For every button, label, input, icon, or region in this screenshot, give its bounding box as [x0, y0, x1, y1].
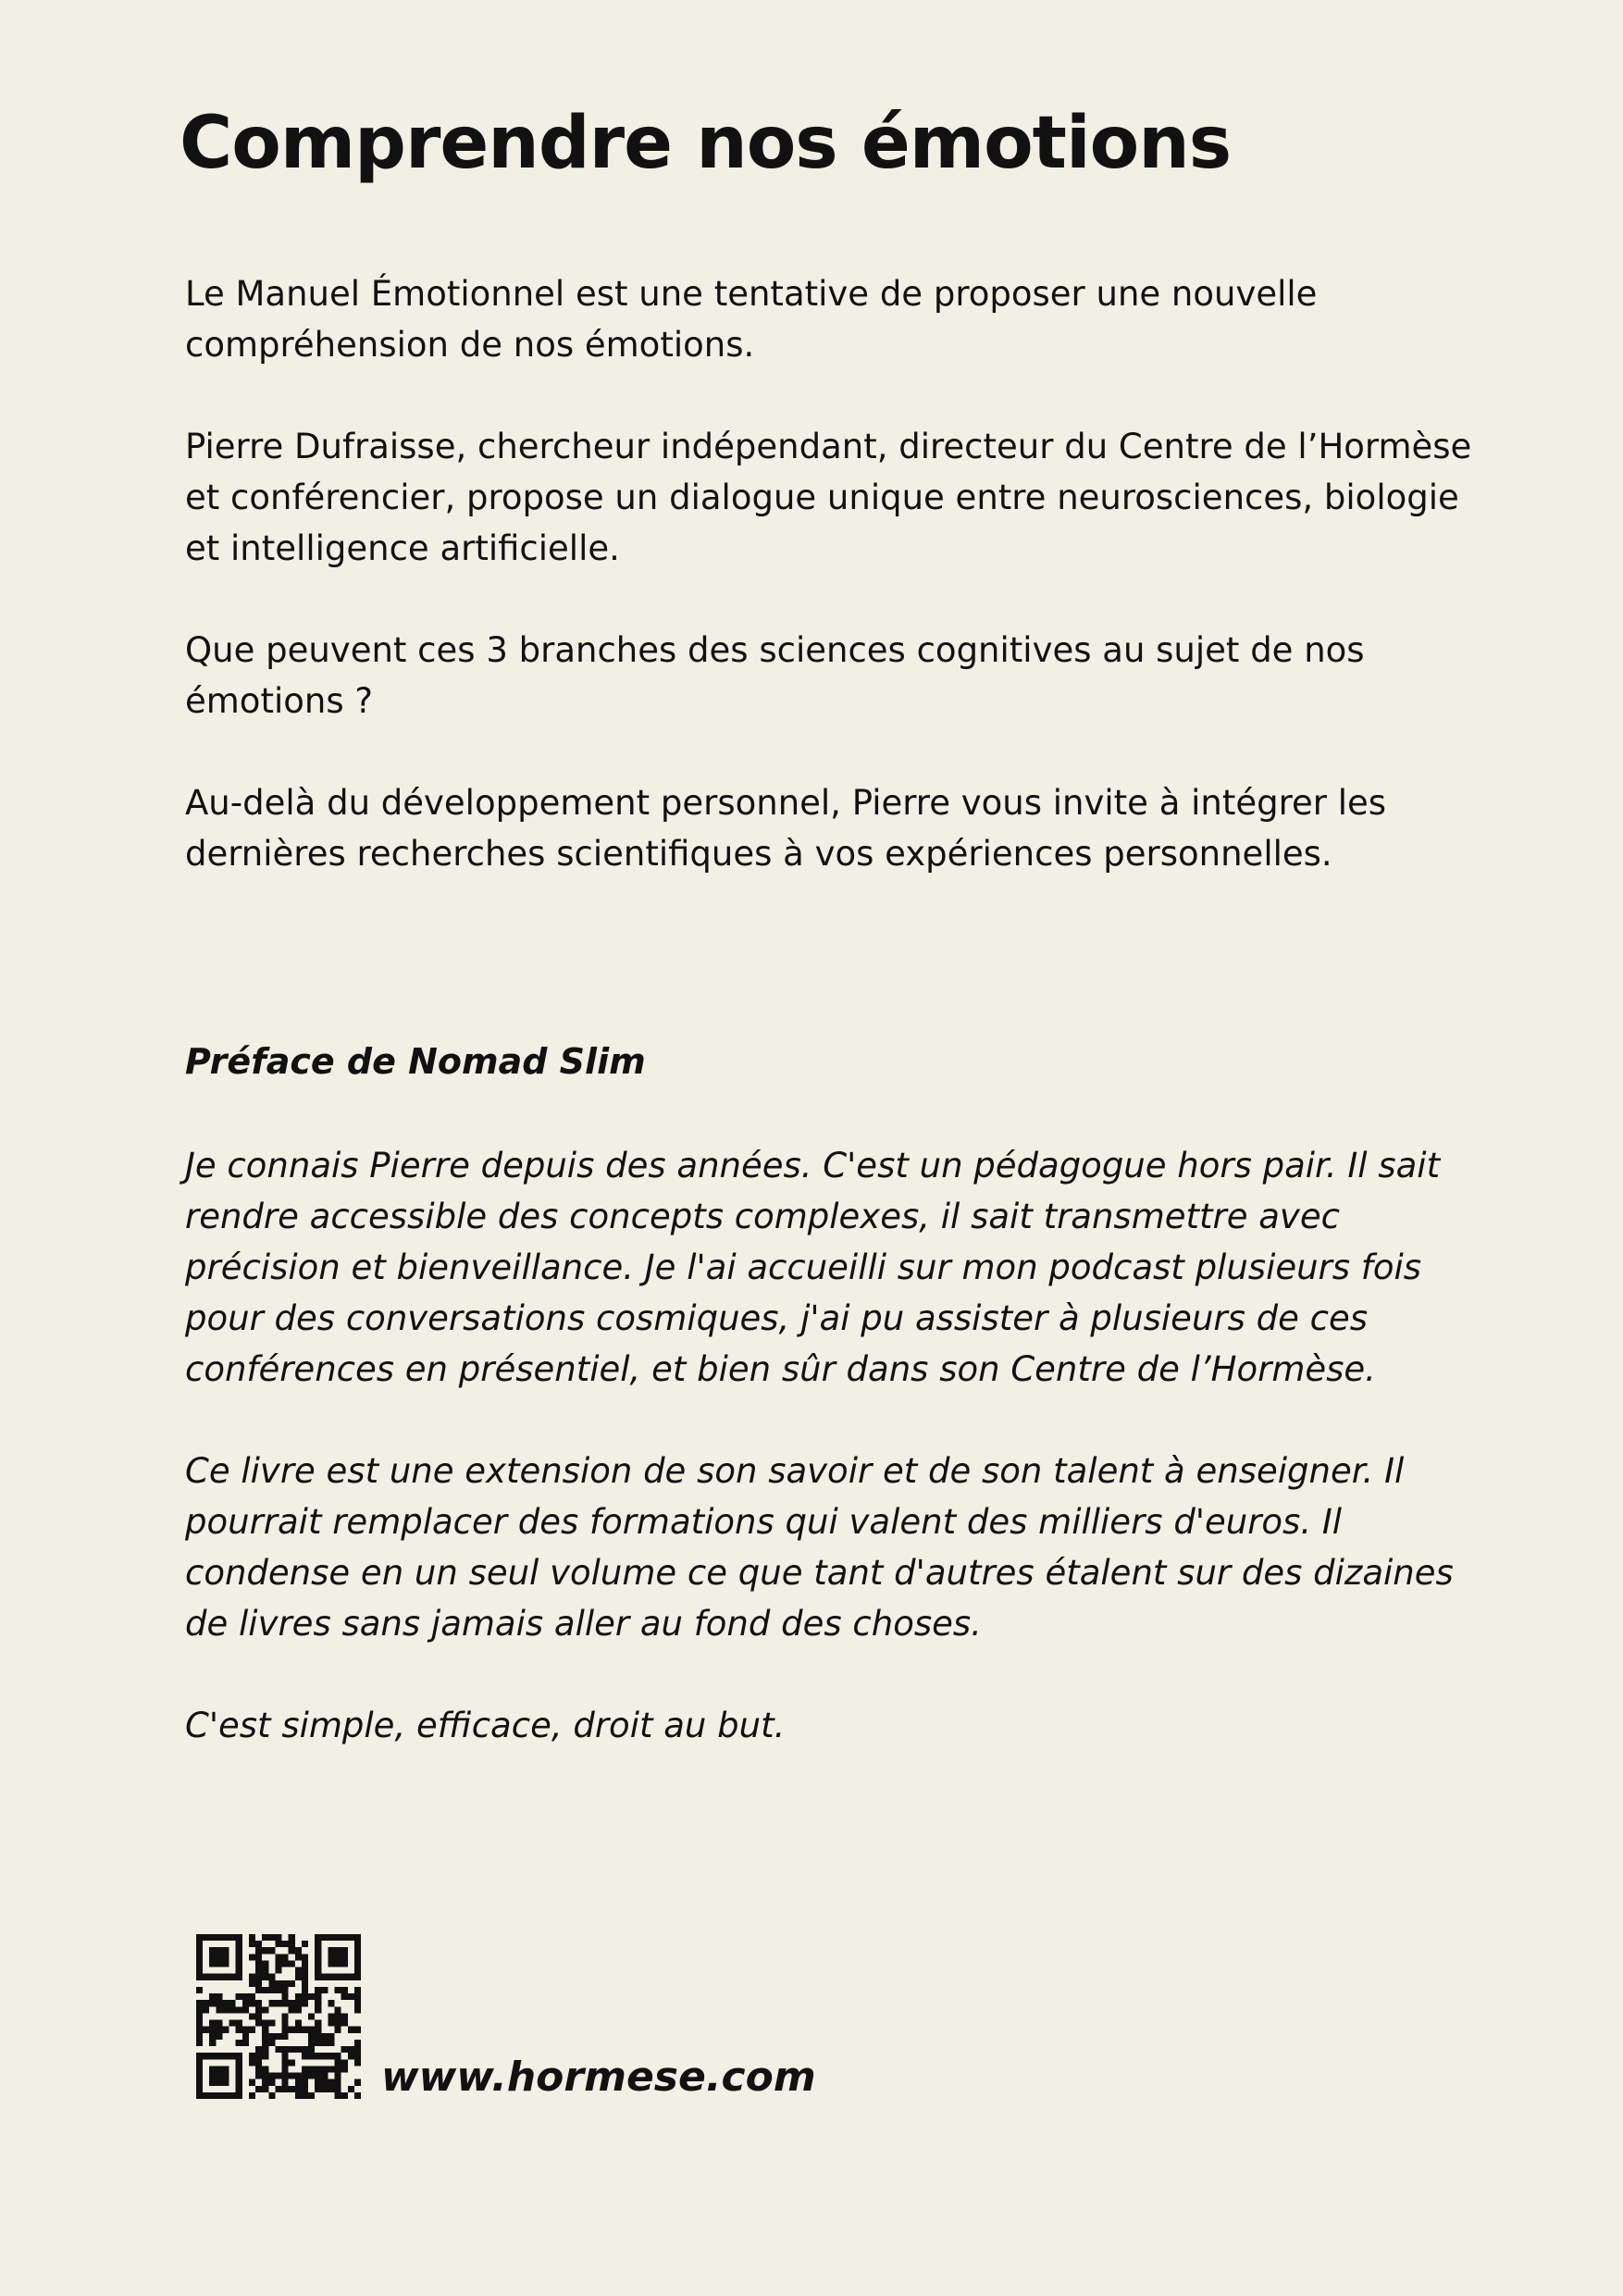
intro-paragraph-3: Que peuvent ces 3 branches des sciences cognitives au sujet de nos émotions ? — [185, 630, 1365, 721]
website-link[interactable]: www.hormese.com — [381, 2054, 816, 2101]
preface-heading: Préface de Nomad Slim — [185, 1041, 646, 1082]
back-cover — [180, 93, 1499, 1802]
preface-paragraph-1: Je connais Pierre depuis des années. C'est un pédagogue hors pair. Il sait rendre accessible des concepts complexes, il sait transmettre avec précision et bienveillance. Je l'ai accueilli sur mon podcast plusieurs fois pour des conversations cosmiques, j'ai pu assister à plusieurs de ces conférences en présentiel, et bien sûr dans son Centre de l’Hormèse. — [185, 1146, 1441, 1389]
page-title: Comprendre nos émotions — [180, 102, 1232, 185]
intro-paragraph-2: Pierre Dufraisse, chercheur indépendant, directeur du Centre de l’Hormèse et conférencier, propose un dialogue unique entre neurosciences, biologie et intelligence artificielle. — [185, 427, 1472, 568]
intro-paragraph-1: Le Manuel Émotionnel est une tentative de proposer une nouvelle compréhension de nos émotions. — [185, 274, 1318, 365]
qr-code-icon[interactable] — [196, 1934, 361, 2099]
preface-paragraph-3: C'est simple, efficace, droit au but. — [185, 1706, 786, 1745]
footer — [196, 1934, 816, 2099]
preface-paragraph-2: Ce livre est une extension de son savoir et de son talent à enseigner. Il pourrait remplacer des formations qui valent des milliers d'euros. Il condense en un seul volume ce que tant d'autres étalent sur des dizaines de livres sans jamais aller au fond des choses. — [185, 1451, 1454, 1644]
preface-section — [185, 1036, 1499, 1751]
intro-section — [185, 268, 1499, 879]
intro-paragraph-4: Au-delà du développement personnel, Pierre vous invite à intégrer les dernières recherches scientifiques à vos expériences personnelles. — [185, 783, 1387, 874]
